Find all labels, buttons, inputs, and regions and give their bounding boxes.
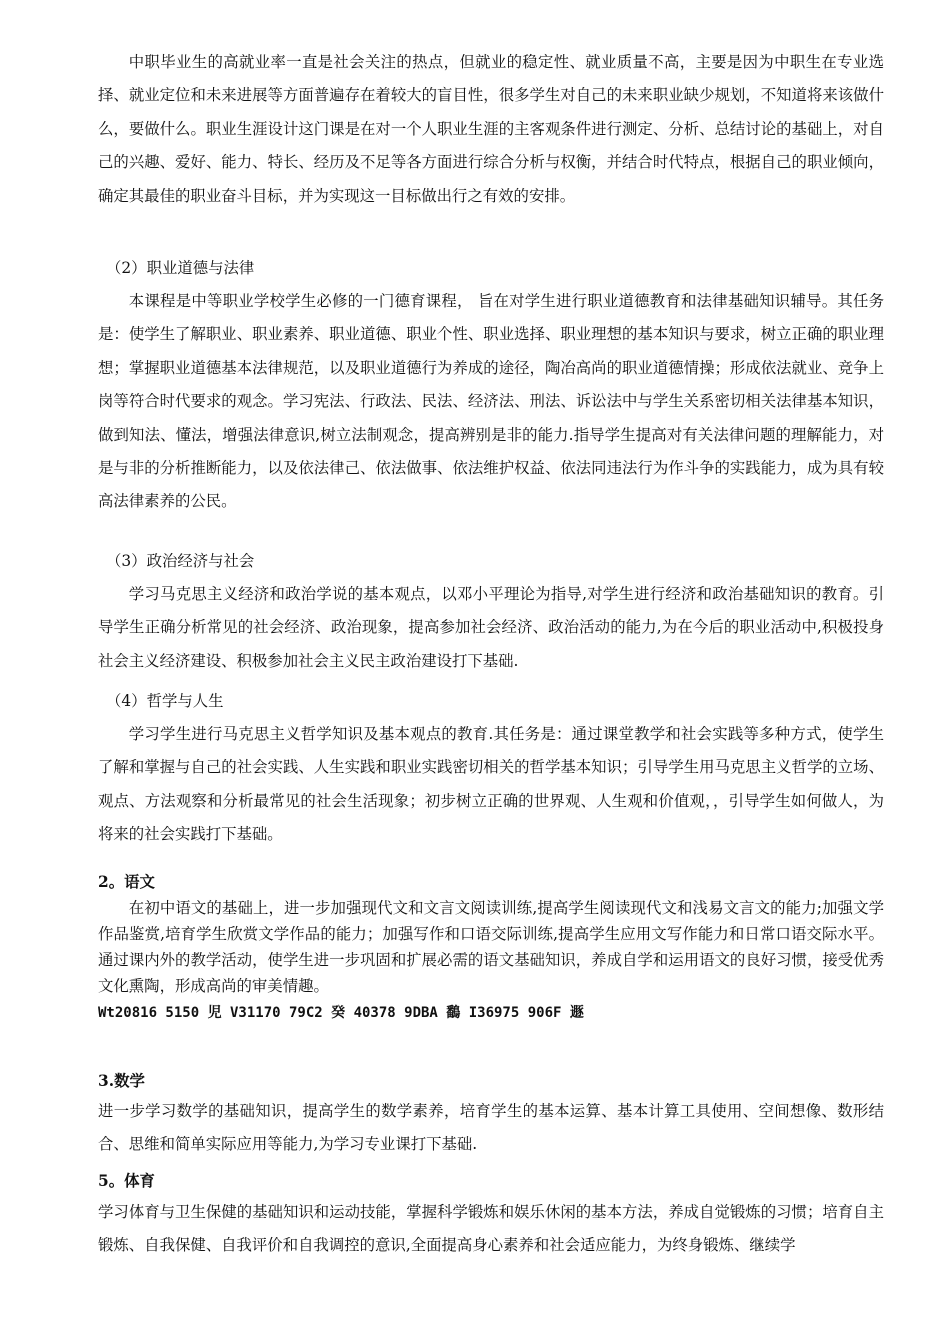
- math-paragraph: 进一步学习数学的基础知识，提高学生的数学素养，培育学生的基本运算、基本计算工具使用、空间想像、数形结合、思维和简单实际应用等能力,为学习专业课打下基础.: [98, 1102, 884, 1154]
- chinese-paragraph: 在初中语文的基础上，进一步加强现代文和文言文阅读训练,提高学生阅读现代文和浅易文言文的能力;加强文学作品鉴赏,培育学生欣赏文学作品的能力；加强写作和口语交际训练,提高学生应用文写作能力和日常口语交际水平。通过课内外的教学活动，使学生进一步巩固和扩展必需的语文基础知识，养成自学和运用语文的良好习惯，接受优秀文化熏陶，形成高尚的审美情趣。: [98, 899, 884, 995]
- philosophy-paragraph: 学习学生进行马克思主义哲学知识及基本观点的教育.其任务是：通过课堂教学和社会实践等多种方式，使学生了解和掌握与自己的社会实践、人生实践和职业实践密切相关的哲学基本知识；引导学生用马克思主义哲学的立场、观点、方法观察和分析最常见的社会生活现象；初步树立正确的世界观、人生观和价值观，，引导学生如何做人，为将来的社会实践打下基础。: [98, 725, 884, 844]
- politics-economy-paragraph: 学习马克思主义经济和政治学说的基本观点，以邓小平理论为指导,对学生进行经济和政治基础知识的教育。引导学生正确分析常见的社会经济、政治现象，提高参加社会经济、政治活动的能力,为在今后的职业活动中,积极投身社会主义经济建设、积极参加社会主义民主政治建设打下基础.: [98, 585, 884, 670]
- pe-paragraph: 学习体育与卫生保健的基础知识和运动技能，掌握科学锻炼和娱乐休闲的基本方法，养成自觉锻炼的习惯；培育自主锻炼、自我保健、自我评价和自我调控的意识,全面提高身心素养和社会适应能力，为终身锻炼、继续学: [98, 1203, 884, 1255]
- career-planning-paragraph: 中职毕业生的高就业率一直是社会关注的热点，但就业的稳定性、就业质量不高，主要是因为中职生在专业选择、就业定位和未来进展等方面普遍存在着较大的盲目性，很多学生对自己的未来职业缺少规划，不知道将来该做什么，要做什么。职业生涯设计这门课是在对一个人职业生涯的主客观条件进行测定、分析、总结讨论的基础上，对自己的兴趣、爱好、能力、特长、经历及不足等各方面进行综合分析与权衡，并结合时代特点，根据自己的职业倾向，确定其最佳的职业奋斗目标，并为实现这一目标做出行之有效的安排。: [98, 53, 884, 205]
- math-heading: 3.数学: [98, 1072, 145, 1090]
- ethics-law-heading: （2）职业道德与法律: [106, 259, 255, 277]
- garbled-text-line: Wt20816 5150 児 V31170 79C2 癸 40378 9DBA 鷭 I36975 906F 遯: [98, 1005, 584, 1021]
- pe-heading: 5。体育: [98, 1172, 155, 1190]
- chinese-heading: 2。语文: [98, 873, 155, 891]
- politics-economy-heading: （3）政治经济与社会: [106, 552, 255, 570]
- philosophy-heading: （4）哲学与人生: [106, 692, 224, 710]
- ethics-law-paragraph: 本课程是中等职业学校学生必修的一门德育课程， 旨在对学生进行职业道德教育和法律基础知识辅导。其任务是：使学生了解职业、职业素养、职业道德、职业个性、职业选择、职业理想的基本知识与要求，树立正确的职业理想；掌握职业道德基本法律规范，以及职业道德行为养成的途径，陶冶高尚的职业道德情操；形成依法就业、竞争上岗等符合时代要求的观念。学习宪法、行政法、民法、经济法、刑法、诉讼法中与学生关系密切相关法律基本知识，做到知法、懂法，增强法律意识,树立法制观念，提高辨别是非的能力.指导学生提高对有关法律问题的理解能力，对是与非的分析推断能力，以及依法律己、依法做事、依法维护权益、依法同违法行为作斗争的实践能力，成为具有较高法律素养的公民。: [98, 292, 884, 511]
